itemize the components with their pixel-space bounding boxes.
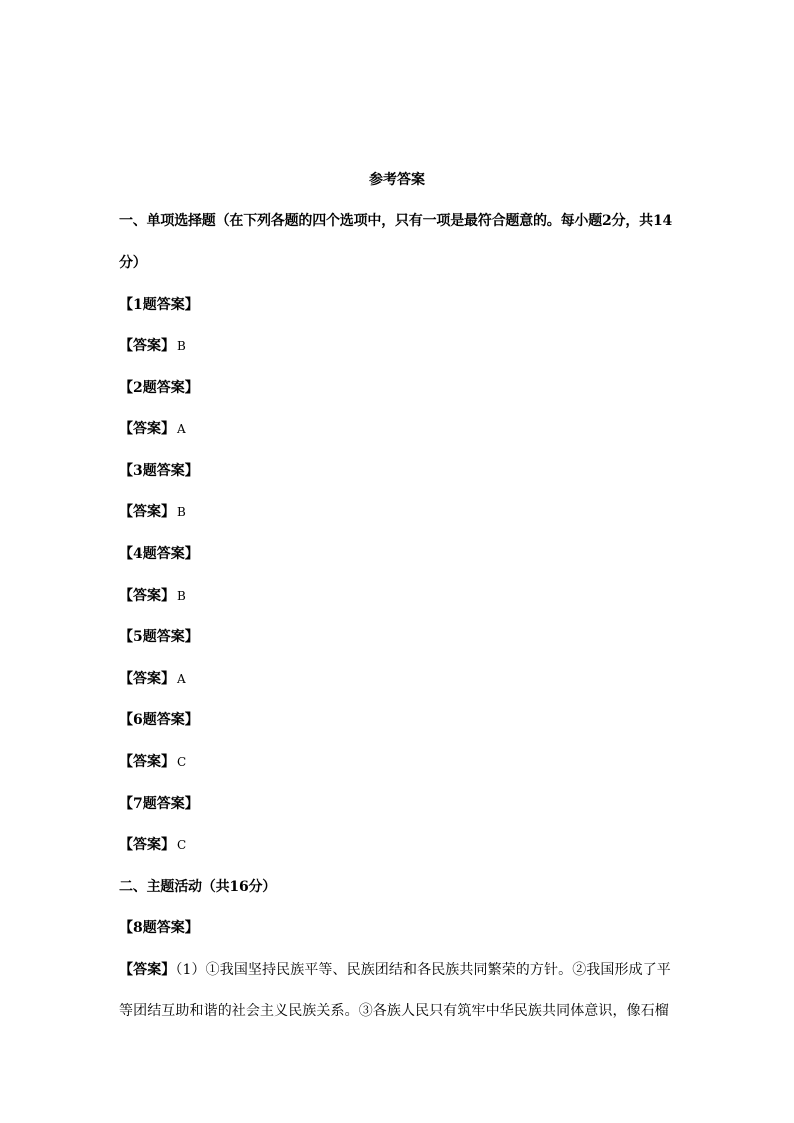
page-title: 参考答案 — [369, 172, 425, 188]
question-4-label: 【4题答案】 — [119, 546, 199, 562]
question-4-answer — [119, 587, 186, 605]
answer-value: A — [177, 672, 186, 686]
question-5-label: 【5题答案】 — [119, 629, 199, 645]
answer-value: B — [177, 339, 186, 353]
question-1-answer — [119, 337, 186, 355]
answer-value: B — [177, 505, 186, 519]
answer-bracket: 【答案】 — [119, 671, 175, 687]
answer-bracket: 【答案】 — [119, 338, 175, 354]
question-8-answer-line2: 等团结互助和谐的社会主义民族关系。③各族人民只有筑牢中华民族共同体意识，像石榴 — [119, 1003, 669, 1019]
question-2-answer — [119, 420, 186, 438]
question-6-label: 【6题答案】 — [119, 712, 199, 728]
question-6-answer — [119, 753, 186, 771]
answer-value: A — [177, 422, 186, 436]
answer-bracket: 【答案】 — [119, 962, 176, 978]
answer-bracket: 【答案】 — [119, 588, 175, 604]
answer-value: B — [177, 589, 186, 603]
answer-bracket: 【答案】 — [119, 504, 175, 520]
question-3-answer — [119, 503, 186, 521]
answer-value: C — [177, 755, 187, 769]
answer-value: C — [177, 838, 187, 852]
question-3-label: 【3题答案】 — [119, 463, 199, 479]
answer-bracket: 【答案】 — [119, 754, 175, 770]
section2-heading: 二、主题活动（共16分） — [119, 879, 277, 895]
question-5-answer — [119, 670, 186, 688]
section1-heading-line1: 一、单项选择题（在下列各题的四个选项中，只有一项是最符合题意的。每小题2分，共14 — [119, 213, 673, 229]
question-7-answer — [119, 836, 186, 854]
question-2-label: 【2题答案】 — [119, 380, 199, 396]
question-1-label: 【1题答案】 — [119, 297, 199, 313]
question-7-label: 【7题答案】 — [119, 796, 199, 812]
answer-text: （1）①我国坚持民族平等、民族团结和各民族共同繁荣的方针。②我国形成了平 — [175, 962, 671, 978]
answer-bracket: 【答案】 — [119, 837, 175, 853]
question-8-label: 【8题答案】 — [119, 920, 199, 936]
answer-bracket: 【答案】 — [119, 421, 175, 437]
question-8-answer-line1 — [119, 961, 679, 979]
section1-heading-line2: 分） — [119, 255, 147, 271]
